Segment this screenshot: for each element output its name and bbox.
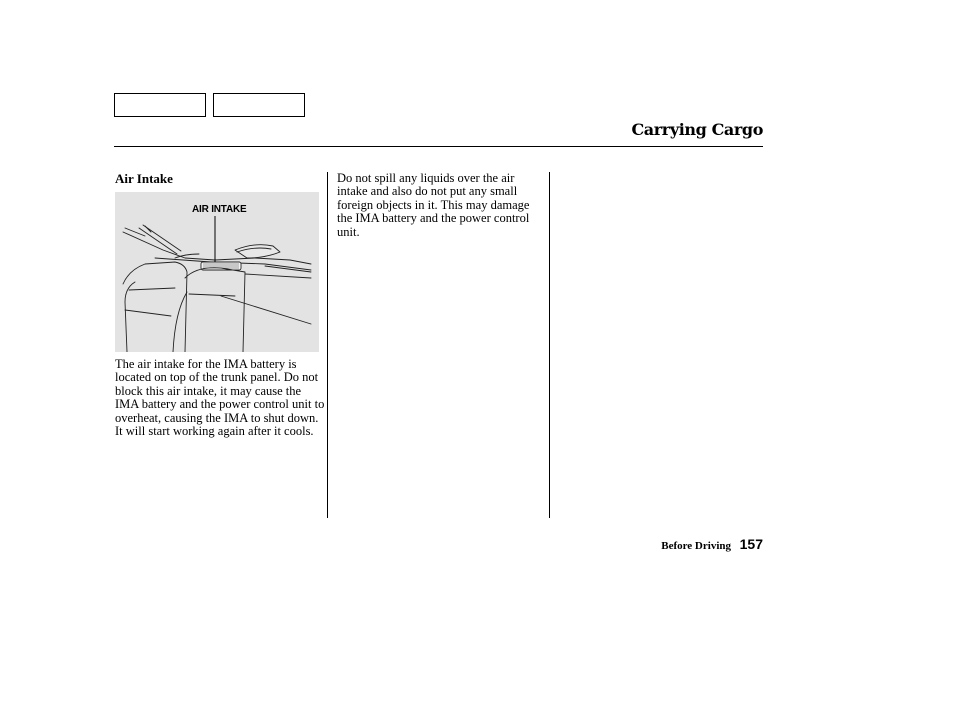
title-divider	[114, 146, 763, 147]
air-intake-illustration	[115, 192, 319, 352]
figure-label: AIR INTAKE	[192, 204, 247, 215]
left-paragraph: The air intake for the IMA battery is located on top of the trunk panel. Do not block this air intake, it may cause the IMA battery and the power control unit to overheat, causing the IMA to shut down. It will start working again after it cools.	[115, 357, 325, 439]
nav-tab-contents[interactable]	[213, 93, 305, 117]
footer-section-name: Before Driving	[661, 540, 731, 552]
nav-tab-previous[interactable]	[114, 93, 206, 117]
trunk-drawing	[115, 192, 319, 352]
section-heading: Air Intake	[115, 171, 173, 186]
page-number: 157	[739, 536, 763, 552]
column-divider-1	[327, 172, 328, 518]
column-divider-2	[549, 172, 550, 518]
page-title: Carrying Cargo	[631, 120, 763, 139]
right-paragraph: Do not spill any liquids over the air intake and also do not put any small foreign objects in it. This may damage the IMA battery and the power control unit.	[337, 171, 530, 239]
